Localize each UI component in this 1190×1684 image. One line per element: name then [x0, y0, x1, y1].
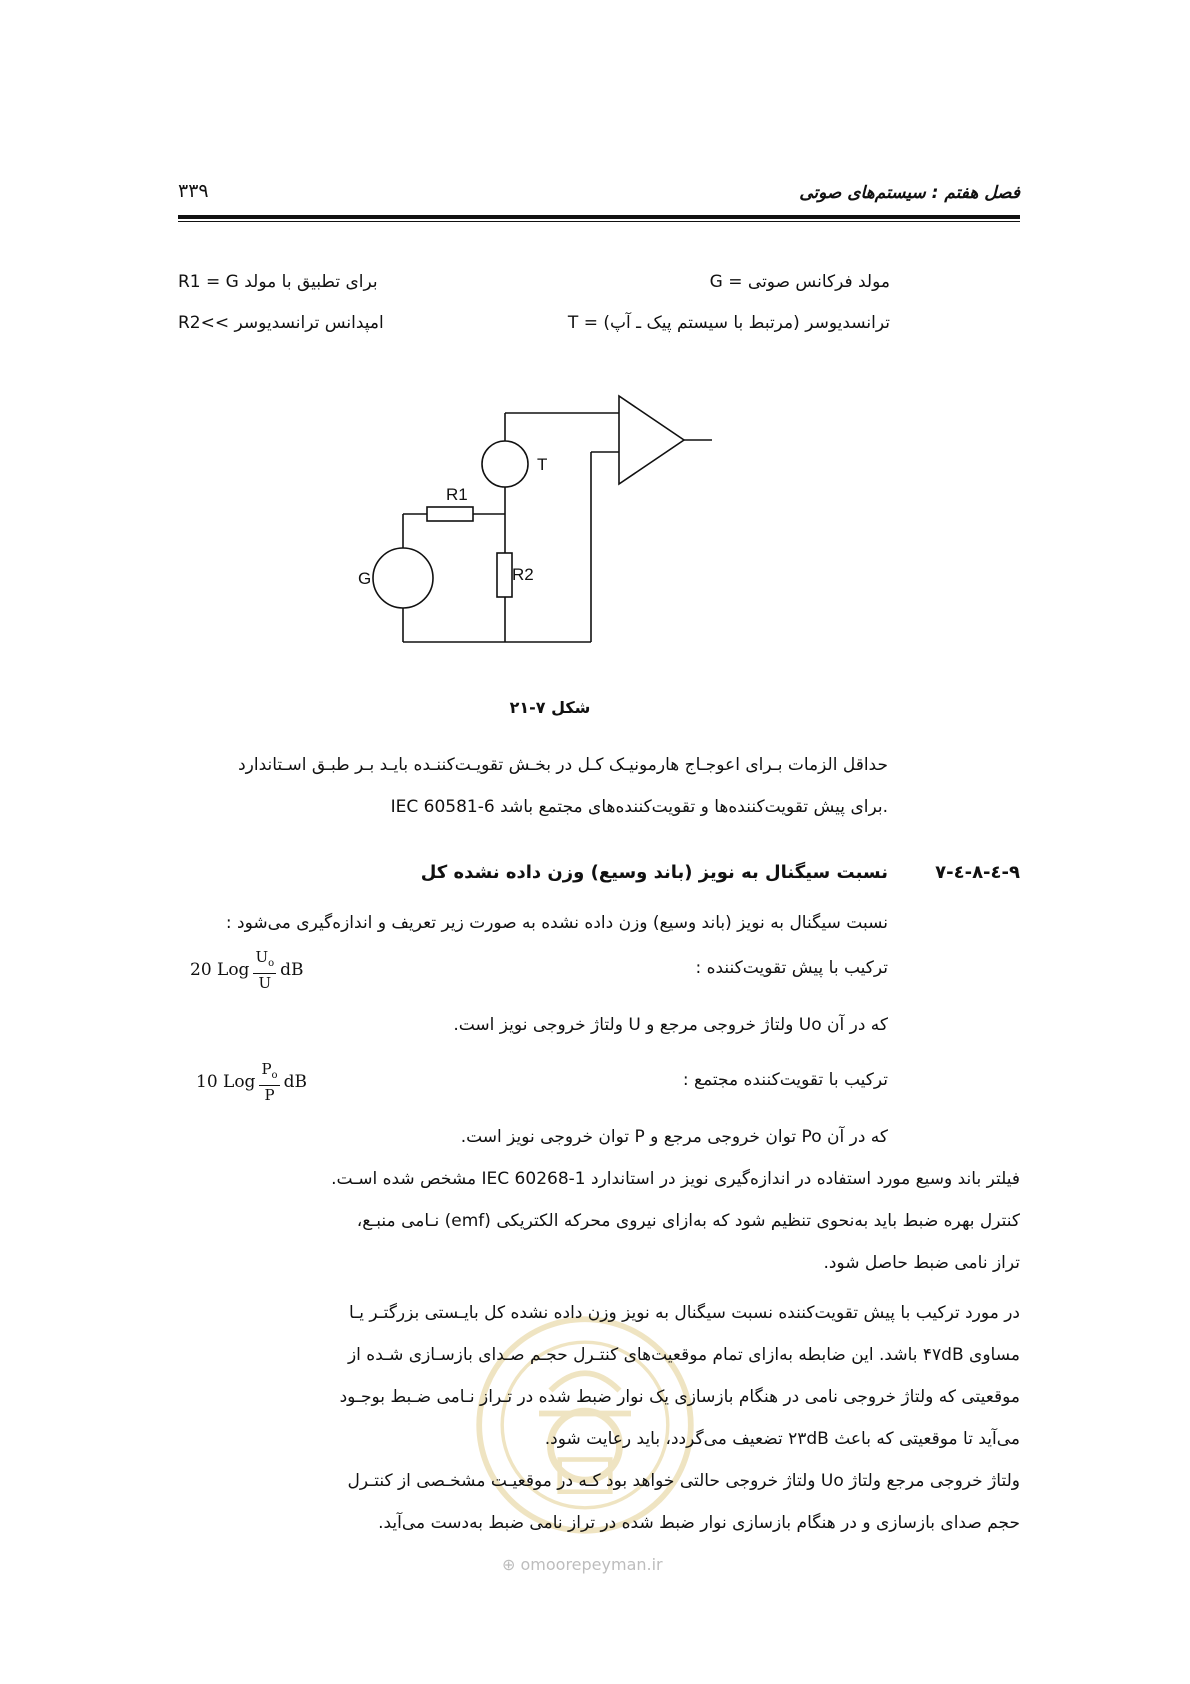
amplifier-triangle: [619, 396, 684, 484]
paragraph-3-line-1: در مورد ترکیب با پیش تقویت‌کننده نسبت سیگنال به نویز وزن داده نشده کل بایـستی بزرگتـر یـا: [349, 1303, 1020, 1323]
transducer-circle: [482, 441, 528, 487]
formula-2-num-sub: o: [271, 1070, 278, 1081]
watermark-text: [502, 1555, 663, 1574]
paragraph-4-line-2: حجم صدای بازسازی و در هنگام بازسازی نوار ضبط شده در تراز نامی ضبط به‌دست می‌آید.: [378, 1513, 1020, 1533]
paragraph-2-line-2: کنترل بهره ضبط باید به‌نحوی تنظیم شود که به‌ازای نیروی محرکه الکتریکی (emf) نـامی منبـع،: [356, 1211, 1020, 1231]
paragraph-2-line-1: فیلتر باند وسیع مورد استفاده در اندازه‌گیری نویز در استاندارد IEC 60268-1 مشخص شده اسـت.: [331, 1169, 1020, 1189]
legend-r1: برای تطبیق با مولد R1 = G: [178, 272, 378, 292]
paragraph-1-line-2: IEC 60581-6 برای پیش تقویت‌کننده‌ها و تقویت‌کننده‌های مجتمع باشد.: [390, 797, 888, 817]
r1-resistor: [427, 507, 473, 521]
figure-caption: شکل ۷-۲۱: [509, 698, 591, 717]
page-number: ۳۳۹: [178, 180, 209, 202]
formula-1-num-sub: o: [268, 958, 275, 969]
formula-1-num: U: [255, 948, 269, 966]
preamp-label: ترکیب با پیش تقویت‌کننده :: [695, 958, 888, 978]
paragraph-3-line-2: مساوی ۴۷dB باشد. این ضابطه به‌ازای تمام موقعیت‌های کنتـرل حجـم صـدای بازسـازی شـده از: [347, 1345, 1020, 1365]
paragraph-1-line-1: حداقل الزمات بـرای اعوجـاج هارمونیـک کـل در بخـش تقویـت‌کننـده بایـد بـر طبـق اسـتاندارد: [238, 755, 888, 775]
section-intro: نسبت سیگنال به نویز (باند وسیع) وزن داده نشده به صورت زیر تعریف و اندازه‌گیری می‌شود :: [225, 913, 888, 933]
t-label: T: [537, 455, 548, 474]
paragraph-3-line-4: می‌آید تا موقعیتی که باعث ۲۳dB تضعیف می‌گردد، باید رعایت شود.: [544, 1429, 1020, 1449]
g-label: G: [358, 569, 372, 588]
paragraph-2-line-3: تراز نامی ضبط حاصل شود.: [823, 1253, 1020, 1273]
formula-integrated: [196, 1060, 307, 1104]
r1-label: R1: [446, 485, 468, 504]
formula-1-fraction: [253, 948, 276, 992]
formula-2-fraction: [259, 1060, 279, 1104]
chapter-title: فصل هفتم : سیستم‌های صوتی: [799, 183, 1020, 203]
legend-g: مولد فرکانس صوتی = G: [709, 272, 890, 292]
legend-r2: امپدانس ترانسدیوسر >>R2: [178, 313, 384, 333]
watermark-url: omoorepeyman.ir: [520, 1555, 663, 1574]
paragraph-3-line-3: موقعیتی که ولتاژ خروجی نامی در هنگام بازسازی یک نوار ضبط شده در تـراز نـامی ضـبط بوجـود: [339, 1387, 1020, 1407]
formula-1-unit: dB: [280, 960, 304, 980]
paragraph-4-line-1: ولتاژ خروجی مرجع ولتاژ Uo ولتاژ خروجی حالتی خواهد بود کـه در موقعیـت مشخـصی از کنتـرل: [347, 1471, 1020, 1491]
formula-2-unit: dB: [283, 1072, 307, 1092]
formula-2-coef: 10 Log: [196, 1072, 256, 1092]
formula-2-den: P: [264, 1086, 275, 1104]
formula-1-note: که در آن Uo ولتاژ خروجی مرجع و U ولتاژ خروجی نویز است.: [453, 1015, 888, 1035]
r2-resistor: [497, 553, 512, 597]
section-number: ۷-٤-۸-٤-۹: [935, 862, 1020, 883]
formula-1-den: U: [258, 974, 272, 992]
formula-preamp: [190, 948, 304, 992]
formula-2-note: که در آن Po توان خروجی مرجع و P توان خروجی نویز است.: [460, 1127, 888, 1147]
legend-t: ترانسدیوسر (مرتبط با سیستم پیک ـ آپ) = T: [567, 313, 890, 333]
section-title: نسبت سیگنال به نویز (باند وسیع) وزن داده نشده کل: [420, 862, 888, 883]
integrated-label: ترکیب با تقویت‌کننده مجتمع :: [682, 1070, 888, 1090]
generator-circle: [373, 548, 433, 608]
circuit-diagram: [0, 0, 1190, 700]
formula-2-num: P: [261, 1060, 272, 1078]
formula-1-coef: 20 Log: [190, 960, 250, 980]
watermark-globe-icon: ⊕: [502, 1555, 516, 1574]
r2-label: R2: [512, 565, 534, 584]
